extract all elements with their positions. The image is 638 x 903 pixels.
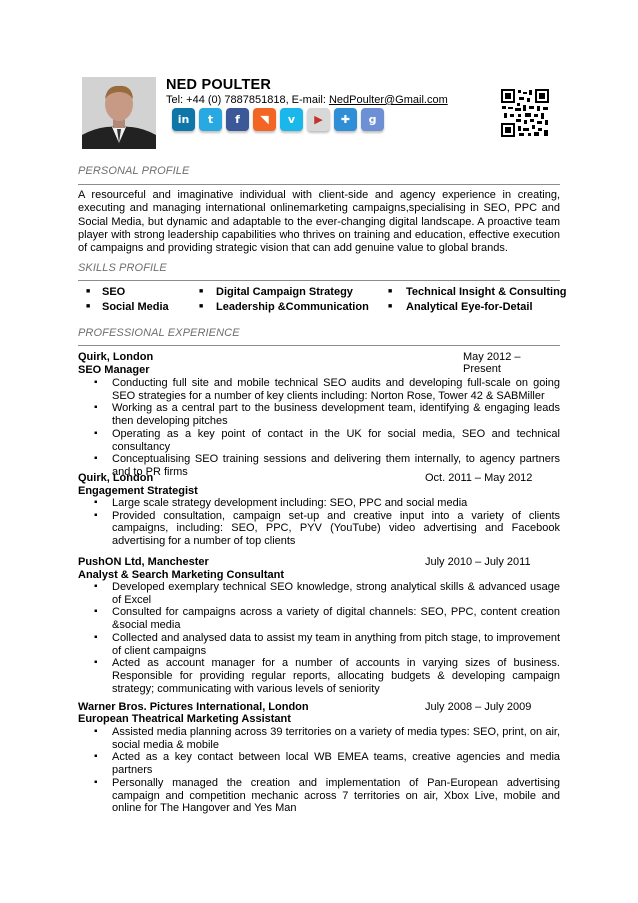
job-dates: Oct. 2011 – May 2012 (425, 472, 533, 484)
qr-code-icon (501, 89, 549, 137)
rss-icon[interactable]: ◥ (253, 108, 276, 131)
job-dates: July 2010 – July 2011 (425, 556, 531, 568)
list-item: ▪ Provided consultation, campaign set-up and creative input into a variety of clients campaigns, including: SEO, PPC, PYV (YouTube) video advertising and Facebook advertising for a number of top clients (94, 510, 560, 548)
personal-profile-heading: PERSONAL PROFILE (78, 165, 190, 177)
job-bullets (94, 497, 560, 548)
list-item: ▪ Working as a central part to the business development team, identifying & engaging leads then developing pitches (94, 402, 560, 427)
contact-line (166, 94, 448, 106)
company-name: PushON Ltd, Manchester (78, 556, 209, 568)
bullet-icon: ■ (388, 303, 393, 310)
delicious-icon[interactable]: ✚ (334, 108, 357, 131)
list-item: ▪ Conducting full site and mobile technical SEO audits and developing full-scale on going SEO strategies for a number of key clients including: Norton Rose, Tower 42 & SABMiller (94, 377, 560, 402)
job-header (78, 556, 560, 568)
list-item: ▪ Large scale strategy development including: SEO, PPC and social media (94, 497, 560, 510)
skills-profile-heading: SKILLS PROFILE (78, 262, 167, 274)
personal-profile-text: A resourceful and imaginative individual with client-side and agency experience in creating, executing and managing international onlinemarketing campaigns,specialising in SEO, PPC and Social Media, but dynamic and adaptable to the ever-changing digital landscape. A proactive team player with strong leadership capabilities who thrives on training and education, effective execution of campaigns and providing strategic vision that can add genuine value to global brands. (78, 189, 560, 255)
section-divider (78, 280, 560, 281)
youtube-icon[interactable]: ▶ (307, 108, 330, 131)
candidate-name: NED POULTER (166, 77, 272, 93)
list-item: ▪ Developed exemplary technical SEO knowledge, strong analytical skills & advanced usage of Excel (94, 581, 560, 606)
list-item: ▪ Conceptualising SEO training sessions and delivering them internally, to agency partners and to PR firms (94, 453, 560, 478)
skill-item: Technical Insight & Consulting (406, 286, 567, 298)
facebook-icon[interactable]: f (226, 108, 249, 131)
bullet-icon: ■ (86, 303, 91, 310)
company-name: Quirk, London (78, 351, 154, 363)
skill-item: SEO (102, 286, 126, 298)
skill-item: Digital Campaign Strategy (216, 286, 353, 298)
job-bullets (94, 726, 560, 815)
list-item: ▪ Acted as a key contact between local WB EMEA teams, creative agencies and media partners (94, 751, 560, 776)
social-icons (172, 108, 384, 131)
job-header (78, 472, 560, 484)
experience-heading: PROFESSIONAL EXPERIENCE (78, 327, 240, 339)
bullet-icon: ■ (388, 288, 393, 295)
google-icon[interactable]: g (361, 108, 384, 131)
company-name: Quirk, London (78, 472, 154, 484)
skill-item: Leadership &Communication (216, 301, 369, 313)
list-item: ▪ Acted as account manager for a number of accounts in varying sizes of business. Responsible for providing regular reports, allocating budgets & developing campaign strategy; communicating with various levels of seniority (94, 657, 560, 695)
vimeo-icon[interactable]: v (280, 108, 303, 131)
bullet-icon: ■ (199, 303, 204, 310)
bullet-icon: ■ (199, 288, 204, 295)
linkedin-icon[interactable]: in (172, 108, 195, 131)
list-item: ▪ Operating as a key point of contact in the UK for social media, SEO and technical consultancy (94, 428, 560, 453)
job-dates: July 2008 – July 2009 (425, 701, 532, 713)
contact-text: Tel: +44 (0) 7887851818, E-mail: (166, 94, 329, 106)
job-role: Engagement Strategist (78, 485, 198, 497)
profile-photo (82, 77, 156, 149)
section-divider (78, 184, 560, 185)
skill-item: Analytical Eye-for-Detail (406, 301, 533, 313)
job-header (78, 701, 560, 713)
job-dates: May 2012 – Present (463, 351, 521, 375)
job-bullets (94, 377, 560, 479)
email-link[interactable]: NedPoulter@Gmail.com (328, 94, 448, 106)
list-item: ▪ Collected and analysed data to assist my team in anything from pitch stage, to improvement of client campaigns (94, 632, 560, 657)
job-role: SEO Manager (78, 364, 150, 376)
company-name: Warner Bros. Pictures International, London (78, 701, 309, 713)
list-item: ▪ Personally managed the creation and implementation of Pan-European advertising campaign and competition mechanic across 7 territories on air, Xbox Live, mobile and online for The Hangover and Yes Man (94, 777, 560, 815)
list-item: ▪ Consulted for campaigns across a variety of digital channels: SEO, PPC, content creation &social media (94, 606, 560, 631)
job-bullets (94, 581, 560, 695)
list-item: ▪ Assisted media planning across 39 territories on a variety of media types: SEO, print, on air, social media & mobile (94, 726, 560, 751)
bullet-icon: ■ (86, 288, 91, 295)
job-role: European Theatrical Marketing Assistant (78, 713, 291, 725)
job-role: Analyst & Search Marketing Consultant (78, 569, 284, 581)
skills-list (78, 286, 568, 318)
twitter-icon[interactable]: t (199, 108, 222, 131)
section-divider (78, 345, 560, 346)
skill-item: Social Media (102, 301, 169, 313)
